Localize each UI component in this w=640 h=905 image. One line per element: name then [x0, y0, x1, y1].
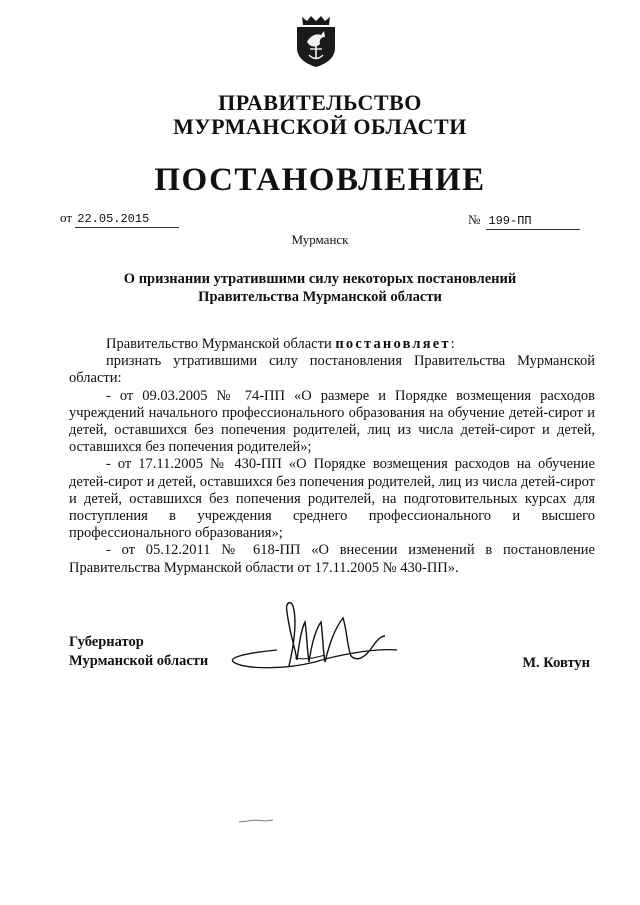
number-line: [468, 212, 580, 230]
handwritten-signature-icon: [225, 600, 400, 690]
intro-text: Правительство Мурманской области: [106, 336, 336, 352]
document-number: 199-ПП: [486, 213, 580, 230]
document-body: [69, 336, 595, 577]
paragraph-2: - от 09.03.2005 № 74-ПП «О размере и Порядке возмещения расходов учреждений начального профессионального образования на обучение детей-сирот и детей, оставшихся без попечения родителей, лиц из числа детей-сирот и детей, оставшихся без попечения родителей»;: [69, 387, 595, 456]
intro-colon: :: [450, 336, 455, 352]
subject-line-2: Правительства Мурманской области: [198, 289, 442, 305]
signatory-title-line-1: Губернатор: [69, 634, 144, 650]
paragraph-1: признать утратившими силу постановления Правительства Мурманской области:: [69, 353, 595, 387]
number-prefix: №: [468, 212, 481, 227]
date-prefix: от: [60, 210, 73, 225]
signatory-title-line-2: Мурманской области: [69, 653, 209, 669]
document-date: 22.05.2015: [75, 211, 179, 228]
subject-line-1: О признании утратившими силу некоторых постановлений: [123, 271, 517, 287]
paragraph-3: - от 17.11.2005 № 430-ПП «О Порядке возмещения расходов на обучение детей-сирот и детей, оставшихся без попечения родителей, лиц из числа детей-сирот и детей, оставшихся без попечения родителей, на подготовительных курсах для поступления в учреждения среднего профессионального и высшего профессионального образования»;: [69, 456, 595, 542]
decree-verb: постановляет: [335, 336, 451, 352]
coat-of-arms-icon: [293, 12, 339, 68]
document-type-heading: ПОСТАНОВЛЕНИЕ: [154, 162, 486, 198]
intro-paragraph: [69, 336, 595, 353]
date-line: [60, 210, 179, 228]
region-title: МУРМАНСКОЙ ОБЛАСТИ: [173, 114, 467, 139]
scan-mark: [238, 818, 274, 824]
paragraph-4: - от 05.12.2011 № 618-ПП «О внесении изменений в постановление Правительства Мурманской области от 17.11.2005 № 430-ПП».: [69, 542, 595, 576]
government-title: ПРАВИТЕЛЬСТВО: [218, 90, 422, 115]
signatory-name: М. Ковтун: [522, 655, 590, 671]
city: Мурманск: [291, 232, 349, 247]
